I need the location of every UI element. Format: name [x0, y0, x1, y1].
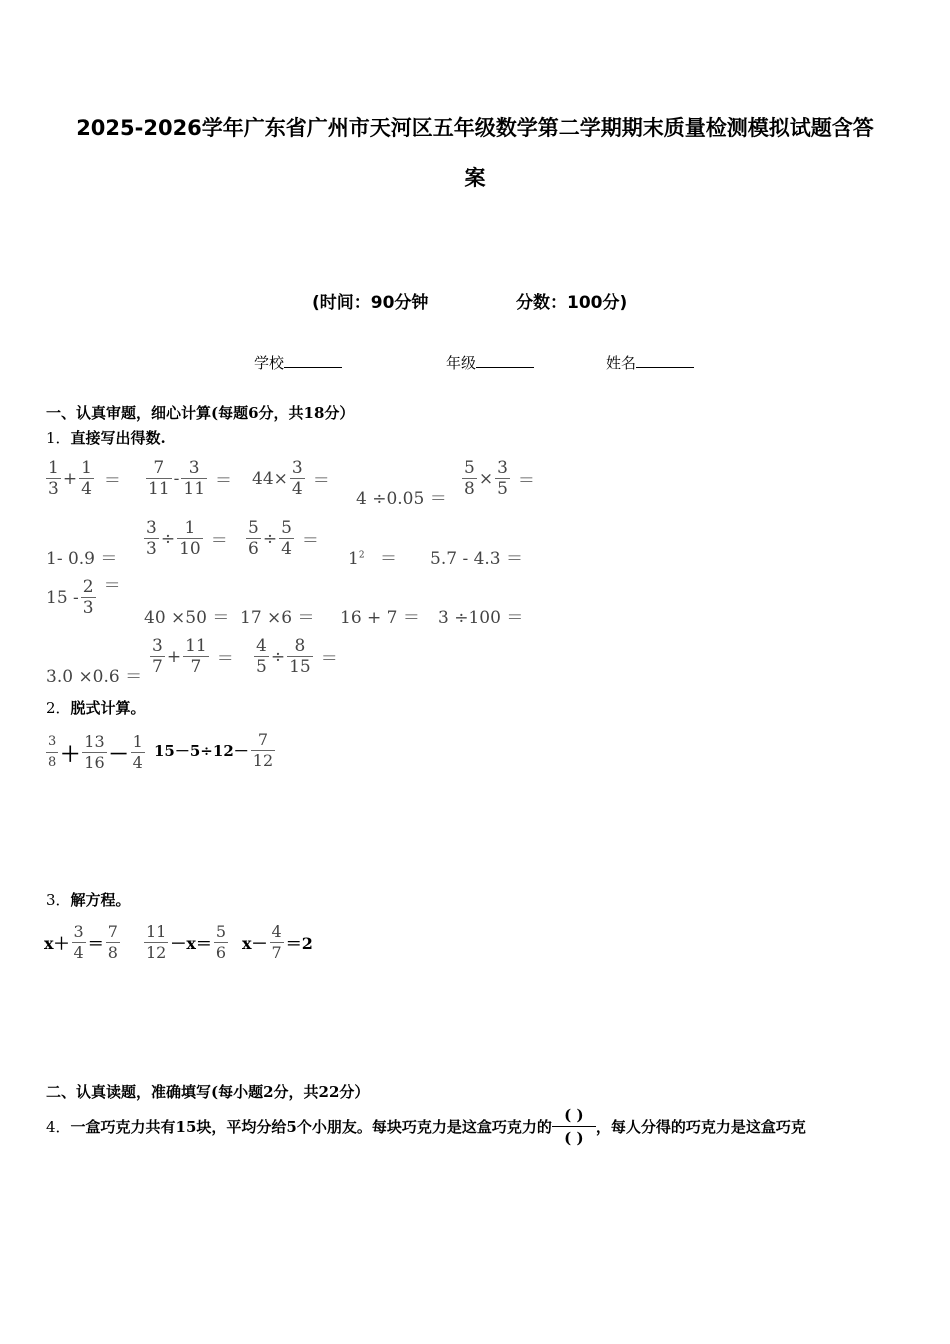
q4-number: 4．	[46, 1118, 71, 1136]
calc-r3-d: 16 + 7 ＝	[340, 608, 420, 628]
q2-expr-2: 15－5÷12－ $\frac{7}{12}$	[154, 730, 274, 770]
name-field	[606, 352, 694, 373]
calc-r1-a: $\frac{1}{3}$ + $\frac{1}{4}$ ＝	[48, 458, 121, 499]
school-field	[254, 352, 342, 373]
q4-text-a: 一盒巧克力共有15块，平均分给5个小朋友。每块巧克力是这盒巧克力的	[70, 1118, 552, 1136]
q4-answer-fraction[interactable]: $\frac{( )}{( )}$	[552, 1104, 596, 1149]
question-4	[46, 1104, 806, 1149]
section2-title: 二、认真读题，准确填写(每小题2分，共22分）	[46, 1083, 370, 1101]
calc-r2-a: 1- 0.9 ＝	[46, 549, 118, 569]
calc-r4-c: $\frac{4}{5}$ ÷ $\frac{8}{15}$ ＝	[256, 636, 338, 677]
exam-score: 分数：100分)	[516, 293, 628, 313]
page-title-line2: 案	[464, 166, 486, 190]
calc-r1-c: 44× $\frac{3}{4}$ ＝	[252, 458, 330, 499]
q3-eq-2: $\frac{11}{12}$ －x＝ $\frac{5}{6}$	[146, 922, 227, 962]
q3-text: 解方程。	[70, 891, 131, 909]
calc-r1-d: 4 ÷0.05 ＝	[356, 489, 447, 509]
q3-eq-3: x－ $\frac{4}{7}$ ＝2	[242, 922, 313, 962]
question-1	[46, 427, 166, 448]
calc-r4-a: 3.0 ×0.6 ＝	[46, 667, 143, 687]
grade-blank[interactable]	[476, 353, 534, 368]
school-blank[interactable]	[284, 353, 342, 368]
grade-field	[446, 352, 534, 373]
calc-r2-e: 5.7 - 4.3 ＝	[430, 549, 524, 569]
q2-number: 2．	[46, 699, 71, 717]
calc-r1-b: $\frac{7}{11}$ - $\frac{3}{11}$ ＝	[148, 458, 233, 499]
page-title-line1: 2025-2026学年广东省广州市天河区五年级数学第二学期期末质量检测模拟试题含答	[76, 116, 874, 140]
q1-text: 直接写出得数.	[70, 429, 166, 447]
calc-r3-c: 17 ×6 ＝	[240, 608, 315, 628]
q3-number: 3．	[46, 891, 71, 909]
calc-r3-a: 15 - $\frac{2}{3}$ ＝	[46, 576, 121, 618]
q2-text: 脱式计算。	[70, 699, 146, 717]
name-label: 姓名	[606, 354, 637, 372]
q1-number: 1．	[46, 429, 71, 447]
calc-r2-c: $\frac{5}{6}$ ÷ $\frac{5}{4}$ ＝	[248, 518, 319, 559]
q4-text-b: ，每人分得的巧克力是这盒巧克	[595, 1118, 806, 1136]
calc-r3-b: 40 ×50 ＝	[144, 608, 230, 628]
q3-eq-1: x＋ $\frac{3}{4}$ ＝ $\frac{7}{8}$	[44, 922, 118, 962]
name-blank[interactable]	[636, 353, 694, 368]
q2-expr-1: $\frac{3}{8}$ ＋ $\frac{13}{16}$ － $\frac{1}{4}$	[48, 732, 143, 772]
question-2	[46, 697, 146, 718]
school-label: 学校	[254, 354, 285, 372]
calc-r2-d: $1^2$ ＝	[348, 549, 397, 569]
section1-title: 一、认真审题，细心计算(每题6分，共18分）	[46, 404, 355, 422]
calc-r2-b: $\frac{3}{3}$ ÷ $\frac{1}{10}$ ＝	[146, 518, 228, 559]
exam-time: (时间：90分钟	[312, 293, 429, 313]
calc-r3-e: 3 ÷100 ＝	[438, 608, 524, 628]
question-3	[46, 889, 131, 910]
calc-r4-b: $\frac{3}{7}$ + $\frac{11}{7}$ ＝	[152, 636, 234, 677]
grade-label: 年级	[446, 354, 477, 372]
calc-r1-e: $\frac{5}{8}$ × $\frac{3}{5}$ ＝	[464, 458, 535, 499]
